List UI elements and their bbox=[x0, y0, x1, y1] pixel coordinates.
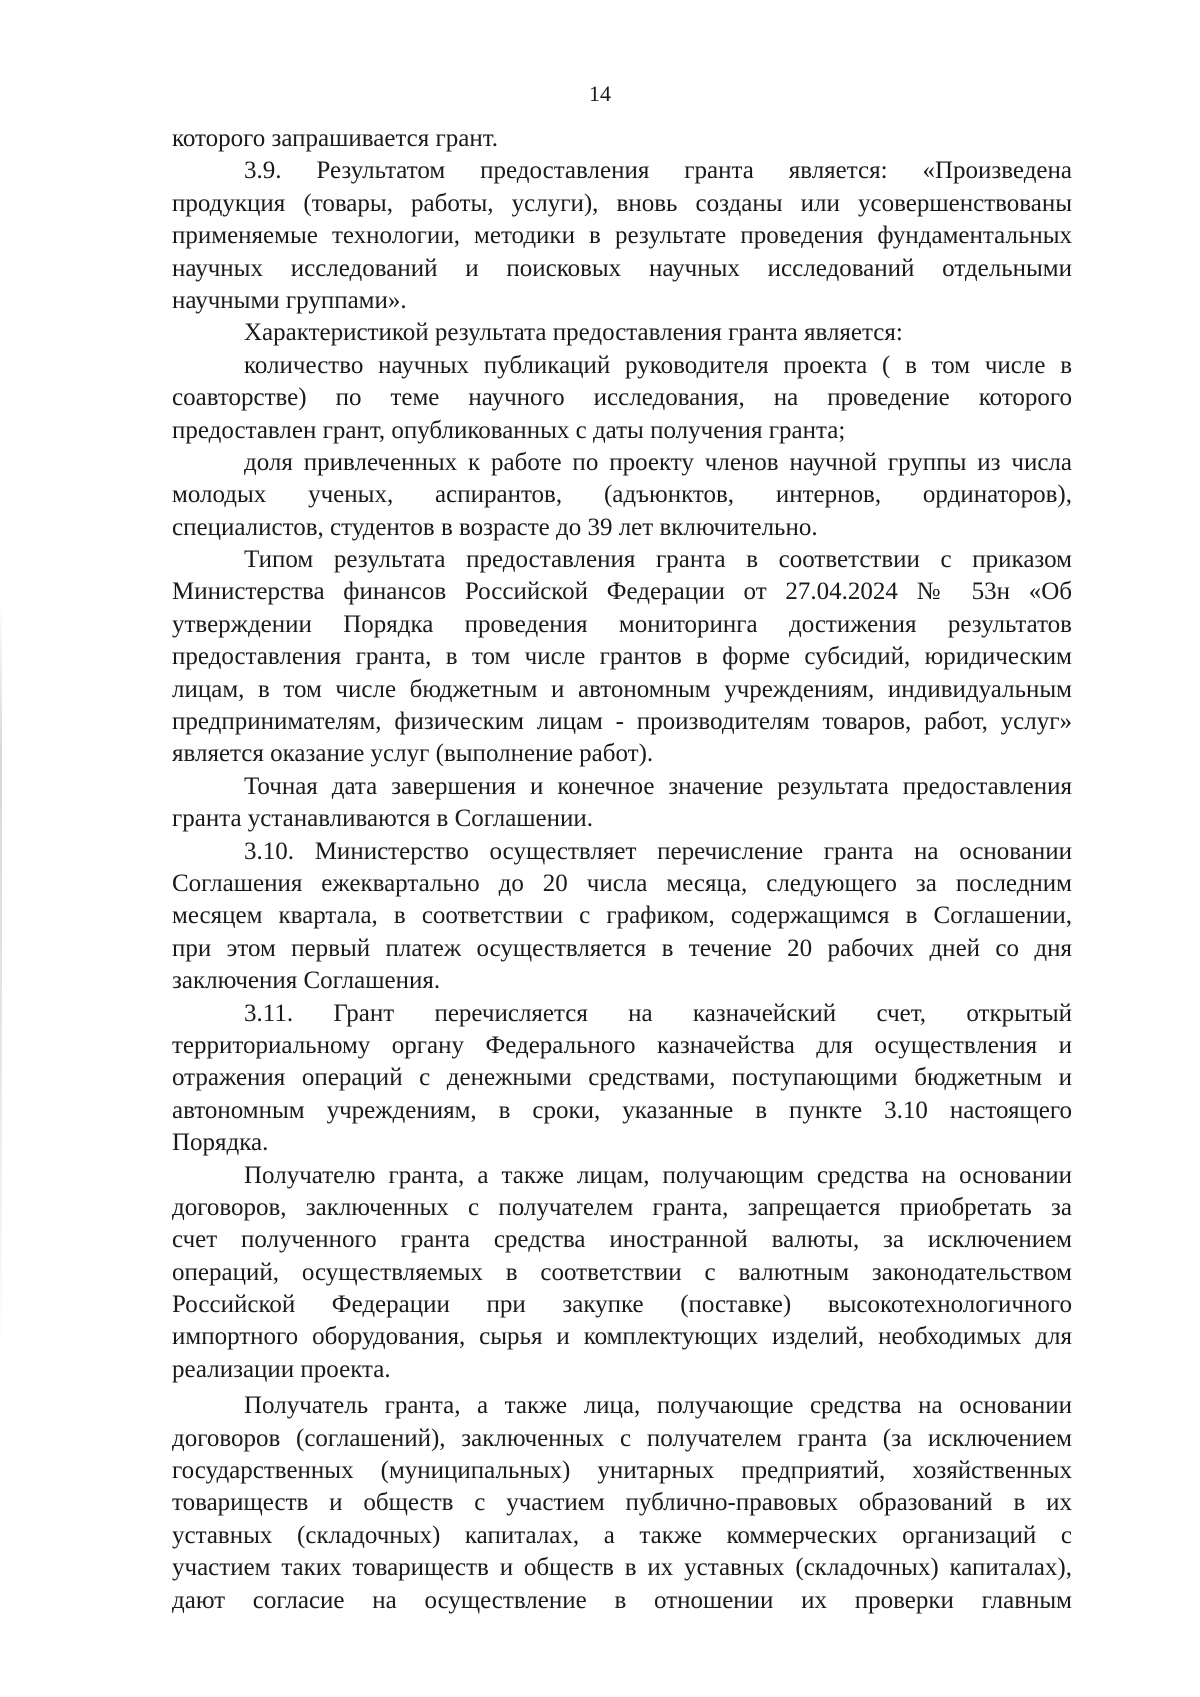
text-line: уставных (складочных) капиталах, а также коммерческих организаций с bbox=[172, 1521, 1072, 1549]
text-line: месяцем квартала, в соответствии с графиком, содержащимся в Соглашении, bbox=[172, 902, 1072, 930]
text-line: территориальному органу Федерального казначейства для осуществления и bbox=[172, 1031, 1072, 1059]
text-line: предоставлен грант, опубликованных с даты получения гранта; bbox=[172, 416, 846, 444]
text-line: является оказание услуг (выполнение работ). bbox=[172, 740, 654, 768]
text-line: 3.9. Результатом предоставления гранта является: «Произведена bbox=[244, 157, 1072, 185]
text-line: Получателю гранта, а также лицам, получающим средства на основании bbox=[244, 1161, 1072, 1189]
scan-edge-shadow bbox=[0, 600, 2, 1360]
text-line: молодых ученых, аспирантов, (адъюнктов, интернов, ординаторов), bbox=[172, 481, 1072, 509]
text-line: автономным учреждениям, в сроки, указанные в пункте 3.10 настоящего bbox=[172, 1096, 1072, 1124]
text-line: которого запрашивается грант. bbox=[172, 125, 499, 152]
text-line: соавторстве) по теме научного исследования, на проведение которого bbox=[172, 384, 1072, 412]
text-line: счет полученного гранта средства иностранной валюты, за исключением bbox=[172, 1226, 1072, 1254]
text-line: предпринимателям, физическим лицам - производителям товаров, работ, услуг» bbox=[172, 708, 1072, 736]
text-line: договоров (соглашений), заключенных с получателем гранта (за исключением bbox=[172, 1424, 1072, 1452]
text-line: при этом первый платеж осуществляется в течение 20 рабочих дней со дня bbox=[172, 934, 1072, 962]
text-line: количество научных публикаций руководителя проекта ( в том числе в bbox=[244, 351, 1072, 379]
text-line: продукция (товары, работы, услуги), вновь созданы или усовершенствованы bbox=[172, 189, 1072, 217]
text-line: операций, осуществляемых в соответствии с валютным законодательством bbox=[172, 1258, 1072, 1286]
text-line: Получатель гранта, а также лица, получающие средства на основании bbox=[244, 1392, 1072, 1420]
text-line: утверждении Порядка проведения мониторинга достижения результатов bbox=[172, 610, 1072, 638]
text-line: реализации проекта. bbox=[172, 1355, 391, 1383]
text-line: предоставления гранта, в том числе грантов в форме субсидий, юридическим bbox=[172, 643, 1072, 671]
text-line: научными группами». bbox=[172, 286, 407, 314]
text-line: государственных (муниципальных) унитарных предприятий, хозяйственных bbox=[172, 1457, 1072, 1485]
text-line: 3.10. Министерство осуществляет перечисление гранта на основании bbox=[244, 837, 1072, 865]
text-line: импортного оборудования, сырья и комплектующих изделий, необходимых для bbox=[172, 1323, 1072, 1351]
text-line: 3.11. Грант перечисляется на казначейский счет, открытый bbox=[244, 999, 1072, 1027]
text-line: Порядка. bbox=[172, 1129, 269, 1157]
text-line: Типом результата предоставления гранта в соответствии с приказом bbox=[244, 546, 1072, 574]
text-line: Точная дата завершения и конечное значение результата предоставления bbox=[244, 772, 1072, 800]
text-line: дают согласие на осуществление в отношении их проверки главным bbox=[172, 1586, 1072, 1614]
document-body bbox=[172, 123, 1072, 1617]
text-line: товариществ и обществ с участием публично-правовых образований в их bbox=[172, 1489, 1072, 1517]
text-line: гранта устанавливаются в Соглашении. bbox=[172, 805, 594, 833]
text-line: участием таких товариществ и обществ в их уставных (складочных) капиталах), bbox=[172, 1554, 1072, 1582]
text-line: лицам, в том числе бюджетным и автономным учреждениям, индивидуальным bbox=[172, 675, 1072, 703]
text-line: отражения операций с денежными средствами, поступающими бюджетным и bbox=[172, 1064, 1072, 1092]
text-line: Характеристикой результата предоставления гранта является: bbox=[244, 319, 903, 347]
text-line: применяемые технологии, методики в результате проведения фундаментальных bbox=[172, 222, 1072, 250]
text-line: Российской Федерации при закупке (поставке) высокотехнологичного bbox=[172, 1291, 1072, 1319]
text-line: заключения Соглашения. bbox=[172, 967, 441, 995]
text-line: специалистов, студентов в возрасте до 39 лет включительно. bbox=[172, 513, 818, 541]
text-line: доля привлеченных к работе по проекту членов научной группы из числа bbox=[244, 448, 1072, 476]
text-line: Соглашения ежеквартально до 20 числа месяца, следующего за последним bbox=[172, 869, 1072, 897]
text-line: научных исследований и поисковых научных исследований отдельными bbox=[172, 254, 1072, 282]
page-number: 14 bbox=[589, 81, 611, 106]
text-line: договоров, заключенных с получателем гранта, запрещается приобретать за bbox=[172, 1193, 1072, 1221]
text-line: Министерства финансов Российской Федерации от 27.04.2024 № 53н «Об bbox=[172, 578, 1072, 606]
